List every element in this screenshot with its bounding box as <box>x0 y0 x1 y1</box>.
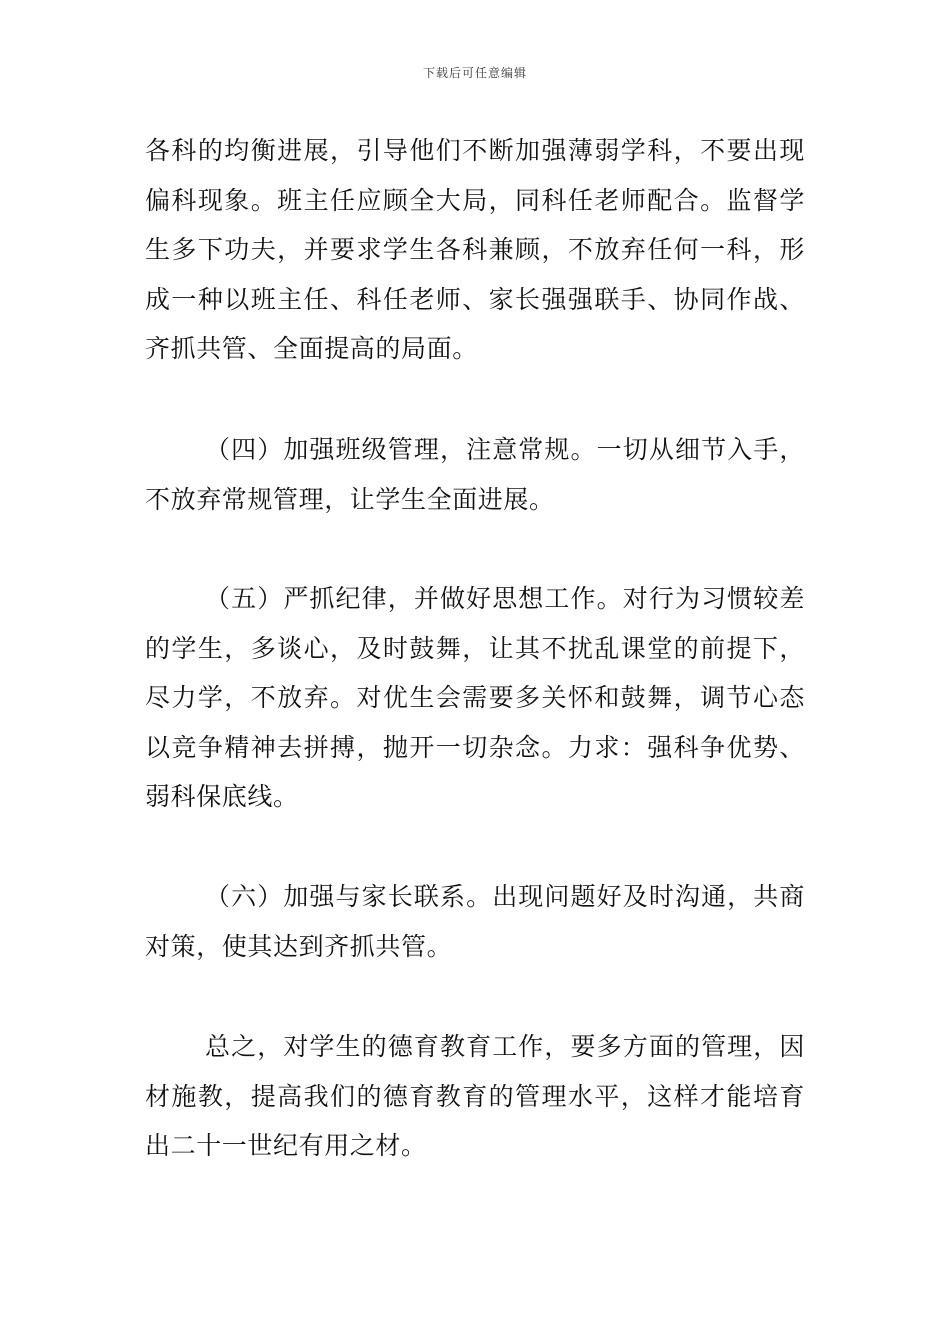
paragraph-continuation: 各科的均衡进展，引导他们不断加强薄弱学科，不要出现偏科现象。班主任应顾全大局，同科任老师配合。监督学生多下功夫，并要求学生各科兼顾，不放弃任何一科，形成一种以班主任、科任老师、家长强强联手、协同作战、齐抓共管、全面提高的局面。 <box>145 136 805 363</box>
paragraph-section-four: （四）加强班级管理，注意常规。一切从细节入手，不放弃常规管理，让学生全面进展。 <box>145 435 805 514</box>
paragraph-section-five: （五）严抓纪律，并做好思想工作。对行为习惯较差的学生，多谈心，及时鼓舞，让其不扰乱课堂的前提下，尽力学，不放弃。对优生会需要多关怀和鼓舞，调节心态以竞争精神去拼搏，抛开一切杂念。力求：强科争优势、弱科保底线。 <box>145 584 805 811</box>
page-header-note: 下载后可任意编辑 <box>422 66 527 80</box>
paragraph-conclusion: 总之，对学生的德育教育工作，要多方面的管理，因材施教，提高我们的德育教育的管理水平，这样才能培育出二十一世纪有用之材。 <box>145 1032 805 1160</box>
paragraph-section-six: （六）加强与家长联系。出现问题好及时沟通，共商对策，使其达到齐抓共管。 <box>145 882 805 961</box>
